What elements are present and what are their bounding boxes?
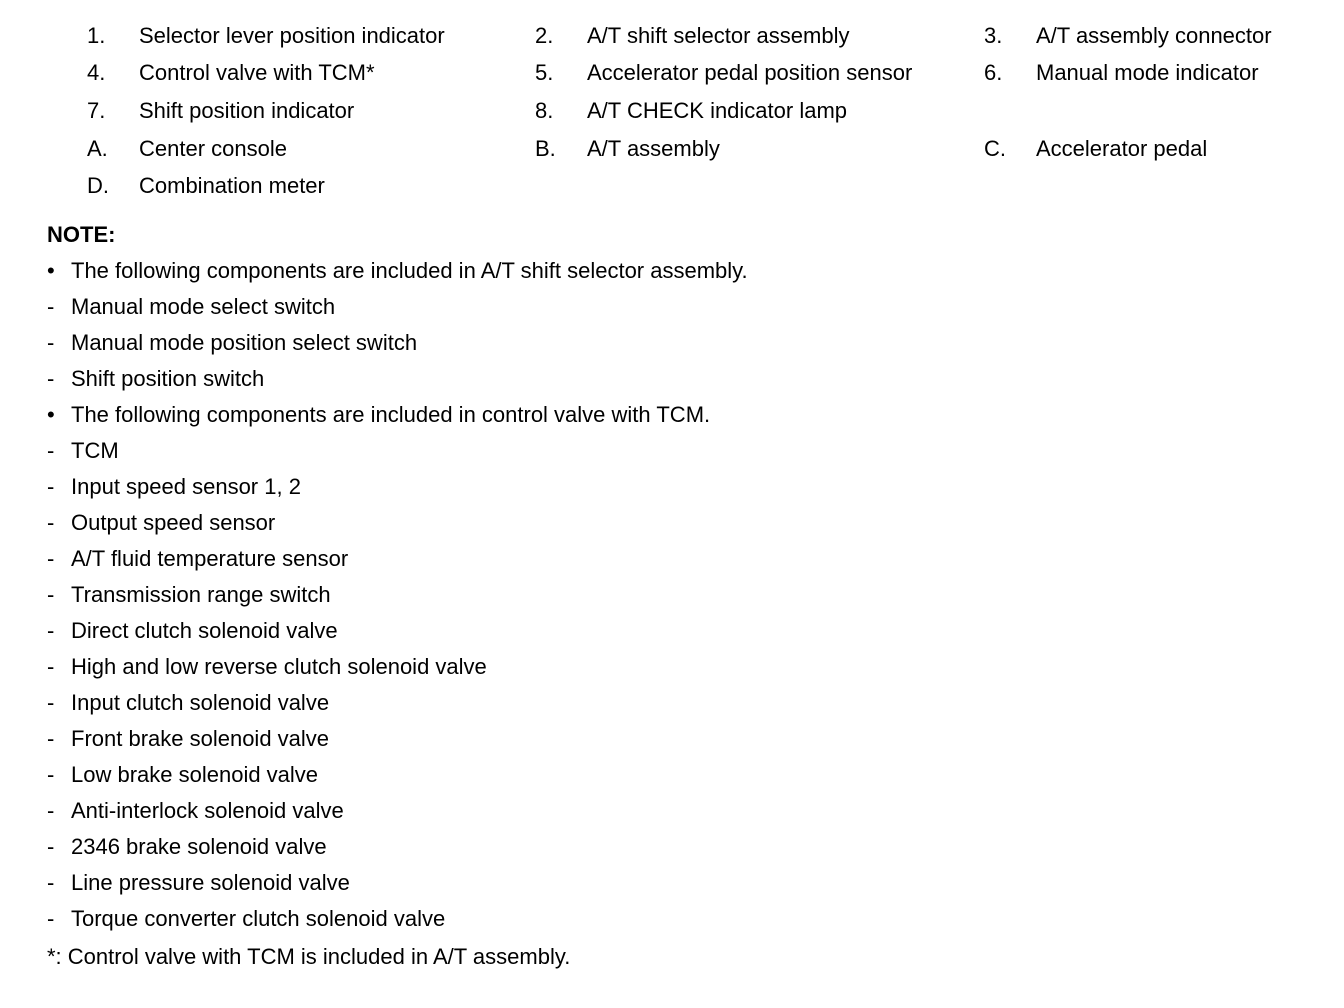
note-item-text: Shift position switch [71,366,265,391]
legend-entry-label: A/T assembly [587,136,720,161]
dash-marker: - [47,726,55,751]
note-sub-item [47,796,1247,832]
note-sub-item [47,292,1247,328]
dash-marker: - [47,654,55,679]
dash-marker: - [47,294,55,319]
legend-row [0,21,1344,51]
legend-entry-label: Center console [139,136,287,161]
note-sub-item [47,544,1247,580]
legend-entry-label: Combination meter [139,173,325,198]
note-item-text: The following components are included in A/T shift selector assembly. [71,258,748,283]
footnote: *: Control valve with TCM is included in A/T assembly. [47,944,571,969]
legend-entry-label: Selector lever position indicator [139,23,445,48]
note-list [47,256,1247,940]
legend-entry-label: Control valve with TCM* [139,60,375,85]
note-bullet-item [47,256,1247,292]
note-sub-item [47,364,1247,400]
note-item-text: Torque converter clutch solenoid valve [71,906,446,931]
note-item-text: Manual mode position select switch [71,330,418,355]
note-sub-item [47,832,1247,868]
note-bullet-item [47,400,1247,436]
dash-marker: - [47,618,55,643]
bullet-marker: • [47,258,55,283]
legend-entry-number: 8. [535,98,554,123]
legend-row [0,58,1344,88]
legend-entry-label: Shift position indicator [139,98,355,123]
note-item-text: The following components are included in control valve with TCM. [71,402,711,427]
note-item-text: Output speed sensor [71,510,276,535]
legend-entry-number: D. [87,173,109,198]
note-item-text: 2346 brake solenoid valve [71,834,327,859]
note-sub-item [47,580,1247,616]
legend-entry-number: C. [984,136,1006,161]
bullet-marker: • [47,402,55,427]
legend-entry-label: Manual mode indicator [1036,60,1259,85]
dash-marker: - [47,438,55,463]
note-item-text: Direct clutch solenoid valve [71,618,338,643]
legend-row [0,171,1344,201]
legend-row [0,134,1344,164]
dash-marker: - [47,546,55,571]
legend-entry-label: A/T CHECK indicator lamp [587,98,848,123]
legend-entry-label: Accelerator pedal [1036,136,1208,161]
note-sub-item [47,508,1247,544]
legend-entry-number: 6. [984,60,1003,85]
legend-entry-number: 1. [87,23,106,48]
legend-entry-number: A. [87,136,108,161]
legend-entry-label: A/T assembly connector [1036,23,1272,48]
dash-marker: - [47,762,55,787]
dash-marker: - [47,330,55,355]
legend-entry-number: 5. [535,60,554,85]
legend-entry-label: Accelerator pedal position sensor [587,60,913,85]
note-item-text: Anti-interlock solenoid valve [71,798,344,823]
dash-marker: - [47,690,55,715]
note-sub-item [47,472,1247,508]
note-sub-item [47,904,1247,940]
note-sub-item [47,652,1247,688]
dash-marker: - [47,366,55,391]
legend-entry-number: 7. [87,98,106,123]
note-item-text: Transmission range switch [71,582,331,607]
note-item-text: Manual mode select switch [71,294,336,319]
note-item-text: Low brake solenoid valve [71,762,319,787]
legend-entry-number: 3. [984,23,1003,48]
note-sub-item [47,328,1247,364]
dash-marker: - [47,834,55,859]
note-sub-item [47,760,1247,796]
note-item-text: Input clutch solenoid valve [71,690,330,715]
note-heading: NOTE: [47,222,116,247]
dash-marker: - [47,510,55,535]
dash-marker: - [47,870,55,895]
note-sub-item [47,436,1247,472]
dash-marker: - [47,798,55,823]
note-sub-item [47,868,1247,904]
legend-entry-number: 2. [535,23,554,48]
legend-row [0,96,1344,126]
note-item-text: Line pressure solenoid valve [71,870,350,895]
note-sub-item [47,688,1247,724]
note-item-text: High and low reverse clutch solenoid valve [71,654,487,679]
dash-marker: - [47,474,55,499]
legend-entry-number: B. [535,136,556,161]
dash-marker: - [47,906,55,931]
note-sub-item [47,616,1247,652]
note-item-text: Input speed sensor 1, 2 [71,474,301,499]
note-item-text: Front brake solenoid valve [71,726,330,751]
note-item-text: TCM [71,438,119,463]
note-sub-item [47,724,1247,760]
note-item-text: A/T fluid temperature sensor [71,546,349,571]
dash-marker: - [47,582,55,607]
legend-entry-number: 4. [87,60,106,85]
legend-entry-label: A/T shift selector assembly [587,23,850,48]
